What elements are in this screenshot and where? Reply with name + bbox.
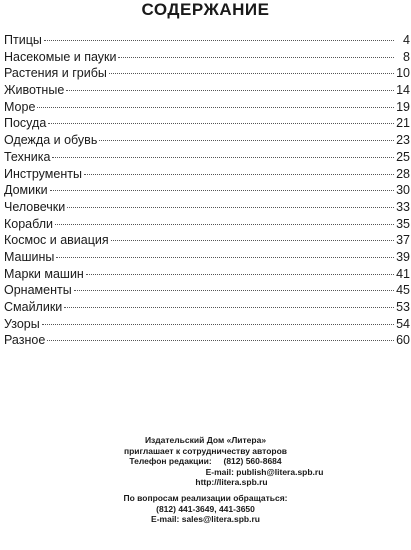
toc-row (4, 232, 410, 249)
toc-page-number: 45 (396, 283, 410, 298)
toc-row (4, 332, 410, 349)
toc-page-number: 35 (396, 216, 410, 231)
dot-leader (64, 307, 394, 308)
toc-page-number: 28 (396, 166, 410, 181)
toc-page-number: 25 (396, 149, 410, 164)
toc-page-number: 41 (396, 266, 410, 281)
toc-entry-title: Смайлики (4, 300, 63, 314)
dot-leader (67, 207, 394, 208)
dot-leader (84, 174, 394, 175)
dot-leader (44, 40, 394, 41)
toc-page-number: 14 (396, 83, 410, 98)
toc-row (4, 266, 410, 283)
dot-leader (111, 240, 394, 241)
toc-entry-title: Посуда (4, 116, 47, 131)
toc-page-number: 60 (396, 333, 410, 348)
toc-page-number: 23 (396, 133, 410, 148)
table-of-contents (4, 32, 410, 349)
toc-row (4, 99, 410, 116)
editorial-phone-line (0, 456, 411, 467)
toc-page-number: 30 (396, 183, 410, 198)
dot-leader (86, 274, 394, 275)
editorial-phone: (812) 560-8684 (223, 456, 282, 467)
editorial-email: E-mail: publish@litera.spb.ru (205, 466, 324, 477)
dot-leader (50, 190, 394, 191)
toc-row (4, 65, 410, 82)
toc-row (4, 182, 410, 199)
sales-heading: По вопросам реализации обращаться: (123, 492, 288, 503)
toc-page-number: 19 (396, 99, 410, 114)
toc-entry-title: Море (4, 99, 36, 114)
toc-entry-title: Человечки (4, 199, 66, 214)
dot-leader (47, 340, 394, 341)
dot-leader (99, 140, 394, 141)
toc-row (4, 115, 410, 132)
toc-row (4, 49, 410, 66)
toc-row (4, 199, 410, 216)
toc-entry-title: Техника (4, 149, 51, 164)
sales-phones: (812) 441-3649, 441-3650 (156, 503, 255, 514)
dot-leader (52, 157, 394, 158)
dot-leader (55, 224, 394, 225)
toc-row (4, 132, 410, 149)
toc-page-number: 10 (396, 66, 410, 81)
toc-entry-title: Марки машин (4, 266, 84, 281)
toc-entry-title: Корабли (4, 216, 54, 231)
toc-row (4, 299, 410, 316)
toc-page-number: 21 (396, 116, 410, 131)
dot-leader (118, 57, 394, 58)
toc-row (4, 216, 410, 233)
author-invitation: приглашает к сотрудничеству авторов (123, 445, 288, 456)
toc-entry-title: Одежда и обувь (4, 133, 98, 148)
dot-leader (74, 290, 394, 291)
publisher-imprint (0, 435, 411, 525)
toc-page-number: 53 (396, 300, 410, 314)
toc-entry-title: Инструменты (4, 166, 82, 181)
toc-entry-title: Насекомые и пауки (4, 49, 117, 64)
toc-entry-title: Машины (4, 249, 55, 264)
sales-email: E-mail: sales@litera.spb.ru (151, 514, 260, 525)
toc-entry-title: Космос и авиация (4, 233, 109, 248)
dot-leader (37, 107, 394, 108)
dot-leader (66, 90, 394, 91)
editorial-phone-label: Телефон редакции: (129, 456, 212, 467)
toc-page-number: 4 (403, 33, 410, 47)
toc-entry-title: Птицы (4, 33, 42, 47)
publisher-website: http://litera.spb.ru (195, 477, 268, 488)
toc-row (4, 166, 410, 183)
dot-leader (109, 73, 394, 74)
toc-row (4, 82, 410, 99)
toc-row (4, 282, 410, 299)
toc-row (4, 149, 410, 166)
toc-page-number: 54 (396, 316, 410, 331)
page-title: СОДЕРЖАНИЕ (141, 0, 270, 19)
toc-row (4, 32, 410, 49)
toc-entry-title: Орнаменты (4, 283, 72, 298)
dot-leader (42, 324, 394, 325)
toc-row (4, 249, 410, 266)
toc-page-number: 33 (396, 199, 410, 214)
toc-page-number: 37 (396, 233, 410, 248)
dot-leader (56, 257, 394, 258)
toc-entry-title: Растения и грибы (4, 66, 107, 81)
toc-entry-title: Животные (4, 83, 65, 98)
publisher-name: Издательский Дом «Литера» (144, 435, 267, 445)
toc-page-number: 8 (403, 49, 410, 64)
dot-leader (48, 123, 394, 124)
toc-entry-title: Домики (4, 183, 48, 198)
toc-page-number: 39 (396, 249, 410, 264)
toc-entry-title: Разное (4, 333, 46, 348)
toc-row (4, 316, 410, 333)
toc-entry-title: Узоры (4, 316, 40, 331)
